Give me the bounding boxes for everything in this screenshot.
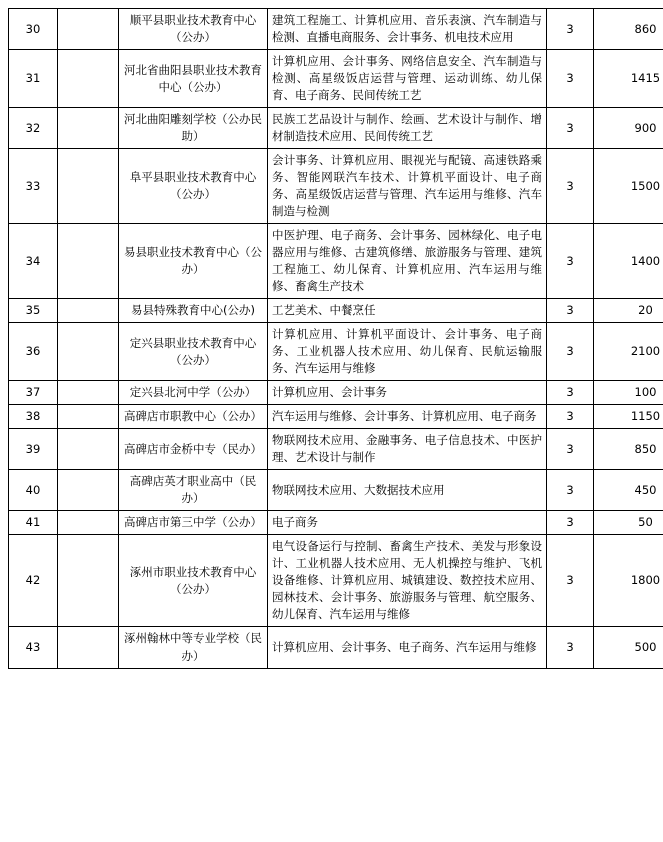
row-number: 38: [9, 405, 58, 429]
row-number: 43: [9, 627, 58, 668]
table-row: [9, 9, 663, 50]
major-list: 计算机应用、会计事务、网络信息安全、汽车制造与检测、高星级饭店运营与管理、运动训练、幼儿保育、电子商务、民间传统工艺: [268, 50, 547, 108]
enrollment-plan: 860: [594, 9, 663, 50]
row-number: 33: [9, 149, 58, 224]
row-number: 42: [9, 535, 58, 627]
row-number: 34: [9, 224, 58, 299]
study-years: 3: [547, 535, 594, 627]
major-list: 电气设备运行与控制、畜禽生产技术、美发与形象设计、工业机器人技术应用、无人机操控与维护、飞机设备维修、计算机应用、城镇建设、数控技术应用、园林技术、会计事务、旅游服务与管理、航空服务、幼儿保育、汽车运用与维修: [268, 535, 547, 627]
enrollment-plan: 1150: [594, 405, 663, 429]
study-years: 3: [547, 50, 594, 108]
row-number: 40: [9, 470, 58, 511]
study-years: 3: [547, 405, 594, 429]
study-years: 3: [547, 9, 594, 50]
enrollment-plan: 100: [594, 381, 663, 405]
study-years: 3: [547, 299, 594, 323]
major-list: 汽车运用与维修、会计事务、计算机应用、电子商务: [268, 405, 547, 429]
school-name: 涿州市职业技术教育中心（公办）: [119, 535, 268, 627]
school-name: 易县职业技术教育中心（公办）: [119, 224, 268, 299]
table-row: [9, 381, 663, 405]
major-list: 建筑工程施工、计算机应用、音乐表演、汽车制造与检测、直播电商服务、会计事务、机电技术应用: [268, 9, 547, 50]
row-number: 31: [9, 50, 58, 108]
school-enrollment-table: [8, 8, 663, 669]
row-blank-cell: [58, 50, 119, 108]
row-blank-cell: [58, 108, 119, 149]
table-body: [9, 9, 663, 669]
row-blank-cell: [58, 323, 119, 381]
row-number: 30: [9, 9, 58, 50]
study-years: 3: [547, 381, 594, 405]
row-blank-cell: [58, 511, 119, 535]
table-row: [9, 405, 663, 429]
school-name: 高碑店市第三中学（公办）: [119, 511, 268, 535]
major-list: 计算机应用、会计事务: [268, 381, 547, 405]
row-number: 35: [9, 299, 58, 323]
school-name: 顺平县职业技术教育中心（公办）: [119, 9, 268, 50]
table-row: [9, 224, 663, 299]
row-blank-cell: [58, 627, 119, 668]
enrollment-plan: 50: [594, 511, 663, 535]
enrollment-plan: 500: [594, 627, 663, 668]
row-number: 41: [9, 511, 58, 535]
row-number: 32: [9, 108, 58, 149]
enrollment-plan: 900: [594, 108, 663, 149]
table-row: [9, 470, 663, 511]
major-list: 物联网技术应用、金融事务、电子信息技术、中医护理、艺术设计与制作: [268, 429, 547, 470]
major-list: 会计事务、计算机应用、眼视光与配镜、高速铁路乘务、智能网联汽车技术、计算机平面设计、电子商务、高星级饭店运营与管理、汽车运用与维修、汽车制造与检测: [268, 149, 547, 224]
row-blank-cell: [58, 149, 119, 224]
row-number: 36: [9, 323, 58, 381]
study-years: 3: [547, 470, 594, 511]
enrollment-plan: 2100: [594, 323, 663, 381]
row-blank-cell: [58, 381, 119, 405]
table-row: [9, 50, 663, 108]
school-name: 阜平县职业技术教育中心（公办）: [119, 149, 268, 224]
school-name: 河北省曲阳县职业技术教育中心（公办）: [119, 50, 268, 108]
major-list: 计算机应用、会计事务、电子商务、汽车运用与维修: [268, 627, 547, 668]
school-name: 高碑店英才职业高中（民办）: [119, 470, 268, 511]
row-blank-cell: [58, 9, 119, 50]
school-name: 定兴县职业技术教育中心（公办）: [119, 323, 268, 381]
table-row: [9, 323, 663, 381]
school-name: 高碑店市金桥中专（民办）: [119, 429, 268, 470]
enrollment-plan: 20: [594, 299, 663, 323]
study-years: 3: [547, 224, 594, 299]
enrollment-plan: 1415: [594, 50, 663, 108]
school-name: 高碑店市职教中心（公办）: [119, 405, 268, 429]
row-blank-cell: [58, 470, 119, 511]
table-row: [9, 149, 663, 224]
study-years: 3: [547, 323, 594, 381]
study-years: 3: [547, 108, 594, 149]
study-years: 3: [547, 511, 594, 535]
study-years: 3: [547, 627, 594, 668]
row-number: 37: [9, 381, 58, 405]
row-blank-cell: [58, 224, 119, 299]
major-list: 中医护理、电子商务、会计事务、园林绿化、电子电器应用与维修、古建筑修缮、旅游服务与管理、建筑工程施工、幼儿保育、计算机应用、汽车运用与维修、畜禽生产技术: [268, 224, 547, 299]
major-list: 物联网技术应用、大数据技术应用: [268, 470, 547, 511]
enrollment-plan: 850: [594, 429, 663, 470]
table-row: [9, 429, 663, 470]
table-row: [9, 108, 663, 149]
study-years: 3: [547, 429, 594, 470]
row-blank-cell: [58, 429, 119, 470]
row-number: 39: [9, 429, 58, 470]
enrollment-plan: 1500: [594, 149, 663, 224]
school-name: 涿州翰林中等专业学校（民办）: [119, 627, 268, 668]
row-blank-cell: [58, 405, 119, 429]
study-years: 3: [547, 149, 594, 224]
major-list: 民族工艺品设计与制作、绘画、艺术设计与制作、增材制造技术应用、民间传统工艺: [268, 108, 547, 149]
major-list: 工艺美术、中餐烹任: [268, 299, 547, 323]
table-row: [9, 627, 663, 668]
school-name: 定兴县北河中学（公办）: [119, 381, 268, 405]
enrollment-plan: 1400: [594, 224, 663, 299]
enrollment-plan: 450: [594, 470, 663, 511]
row-blank-cell: [58, 535, 119, 627]
row-blank-cell: [58, 299, 119, 323]
table-row: [9, 511, 663, 535]
major-list: 计算机应用、计算机平面设计、会计事务、电子商务、工业机器人技术应用、幼儿保育、民航运输服务、汽车运用与维修: [268, 323, 547, 381]
table-row: [9, 299, 663, 323]
enrollment-plan: 1800: [594, 535, 663, 627]
table-row: [9, 535, 663, 627]
school-name: 易县特殊教育中心(公办): [119, 299, 268, 323]
major-list: 电子商务: [268, 511, 547, 535]
school-name: 河北曲阳雕刻学校（公办民助）: [119, 108, 268, 149]
